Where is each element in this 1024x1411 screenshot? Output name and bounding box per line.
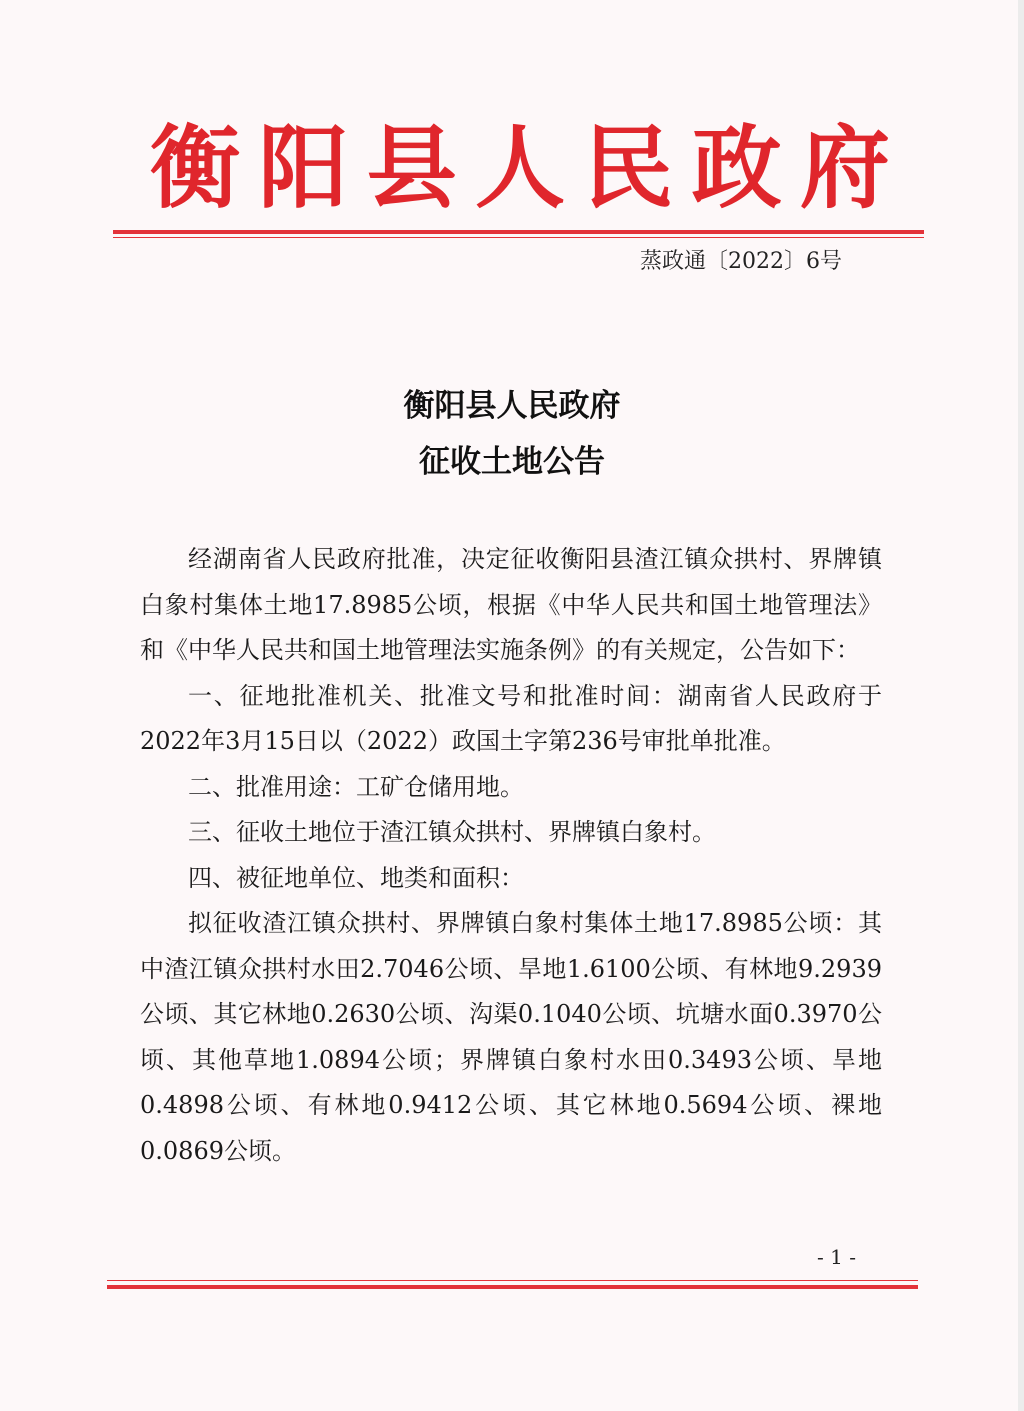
page-number: - 1 - [817, 1245, 856, 1269]
body-paragraph-heading-area: 四、被征地单位、地类和面积： [188, 863, 524, 892]
body-paragraph-land-details: 拟征收渣江镇众拱村、界牌镇白象村集体土地17.8985公顷：其中渣江镇众拱村水田2.7046公顷、旱地1.6100公顷、有林地9.2939公顷、其它林地0.2630公顷、沟渠0.1040公顷、坑塘水面0.3970公顷、其他草地1.0894公顷；界牌镇白象村水田0.3493公顷、旱地0.4898公顷、有林地0.9412公顷、其它林地0.5694公顷、裸地0.0869公顷。 [140, 909, 882, 1165]
notice-title-line2: 征收土地公告 [419, 444, 605, 480]
body-paragraph-purpose: 二、批准用途：工矿仓储用地。 [188, 772, 524, 801]
document-number: 蒸政通〔2022〕6号 [640, 249, 842, 274]
letterhead-char: 府 [799, 115, 890, 221]
letterhead-char: 县 [366, 115, 457, 221]
letterhead-char: 人 [474, 115, 565, 221]
footer-divider-thick [107, 1285, 918, 1289]
letterhead-char: 民 [583, 115, 674, 221]
letterhead-char: 政 [691, 115, 782, 221]
scan-edge-shadow [1018, 0, 1024, 1411]
notice-title [0, 378, 1024, 490]
letterhead-char: 阳 [258, 115, 349, 221]
letterhead-title [150, 115, 890, 221]
letterhead-divider-thick [113, 230, 924, 234]
body-paragraph-location: 三、征收土地位于渣江镇众拱村、界牌镇白象村。 [188, 818, 716, 846]
letterhead-char: 衡 [150, 115, 240, 221]
notice-body [140, 537, 882, 1174]
body-paragraph-approval: 一、征地批准机关、批准文号和批准时间：湖南省人民政府于2022年3月15日以（2022）政国土字第236号审批单批准。 [140, 681, 882, 755]
notice-title-line1: 衡阳县人民政府 [403, 388, 621, 424]
body-paragraph-intro: 经湖南省人民政府批准，决定征收衡阳县渣江镇众拱村、界牌镇白象村集体土地17.8985公顷，根据《中华人民共和国土地管理法》和《中华人民共和国土地管理法实施条例》的有关规定，公告如下： [140, 545, 882, 664]
footer-divider-thin [107, 1280, 918, 1281]
letterhead-divider-thin [113, 237, 924, 238]
